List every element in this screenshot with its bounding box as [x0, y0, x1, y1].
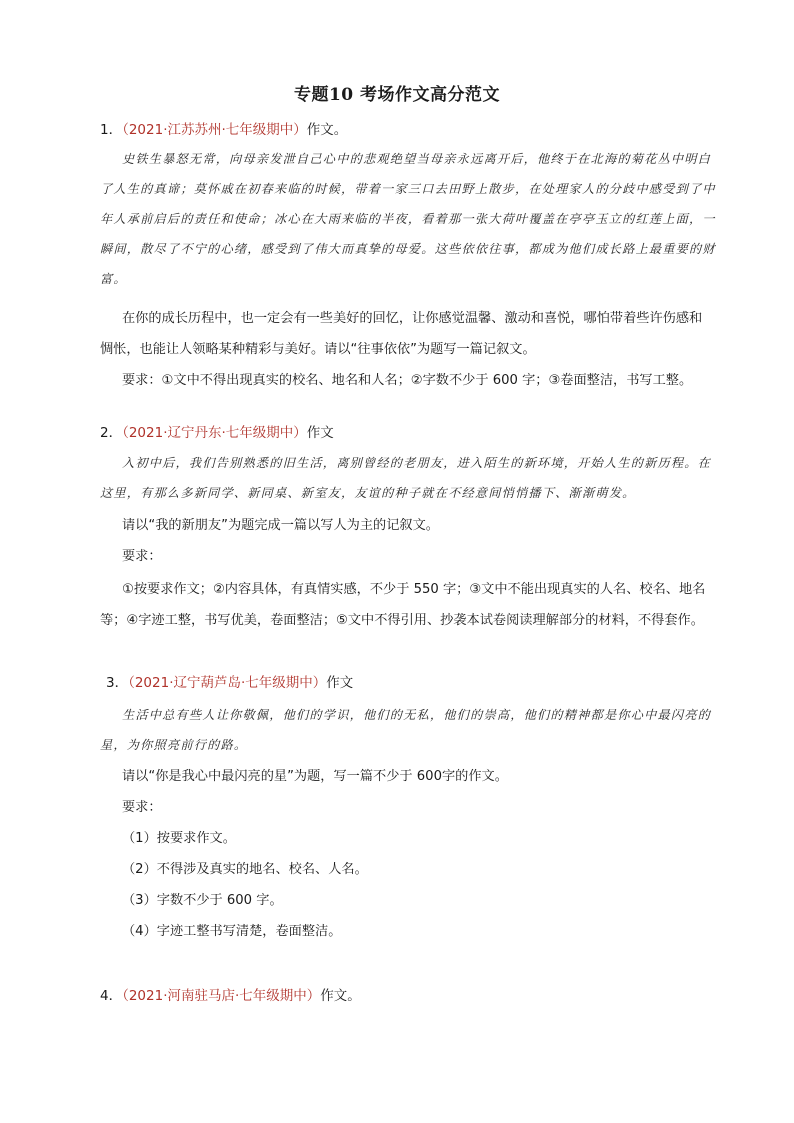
question-3-suffix: 作文	[326, 675, 354, 691]
question-2-header	[100, 421, 720, 445]
question-3-scenario-line: 生活中总有些人让你敬佩，他们的学识，他们的无私，他们的崇高，他们的精神都是你心中最闪亮的	[122, 708, 712, 722]
question-3-prompt-line: 请以“你是我心中最闪亮的星”为题，写一篇不少于 600字的作文。	[122, 769, 508, 784]
question-3-scenario-line: 星，为你照亮前行的路。	[100, 738, 248, 752]
question-1-requirements: 要求：①文中不得出现真实的校名、地名和人名；②字数不少于 600 字；③卷面整洁，书写工整。	[122, 373, 693, 388]
question-2-suffix: 作文	[306, 425, 334, 441]
question-1-scenario-line: 史铁生暴怒无常，向母亲发泄自己心中的悲观绝望当母亲永远离开后，他终于在北海的菊花丛中明白	[122, 152, 712, 166]
question-3-requirements-line: （2）不得涉及真实的地名、校名、人名。	[122, 862, 368, 877]
question-1-scenario-line: 富。	[100, 272, 127, 286]
question-3-requirements-line: （4）字迹工整书写清楚，卷面整洁。	[122, 924, 342, 939]
question-3-requirements-line: 要求：	[122, 800, 162, 815]
question-2-source: （2021·辽宁丹东·七年级期中）	[122, 425, 307, 441]
question-1-source: （2021·江苏苏州·七年级期中）	[122, 122, 307, 138]
question-4-header	[100, 984, 720, 1008]
question-2-scenario-line: 入初中后，我们告别熟悉的旧生活，离别曾经的老朋友，进入陌生的新环境，开始人生的新历程。在	[122, 456, 712, 470]
question-1-prompt-line: 惆怅，也能让人领略某种精彩与美好。请以“往事依依”为题写一篇记叙文。	[100, 342, 536, 357]
question-1-number: 1．	[100, 122, 123, 138]
question-3-requirements-line: （1）按要求作文。	[122, 831, 236, 846]
question-2-number: 2．	[100, 425, 123, 441]
question-4-suffix: 作文。	[320, 988, 361, 1004]
question-1-scenario-line: 年人承前启后的责任和使命；冰心在大雨来临的半夜，看着那一张大荷叶覆盖在亭亭玉立的红莲上面，一	[100, 212, 716, 226]
question-1-header	[100, 118, 720, 142]
question-3-source: （2021·辽宁葫芦岛·七年级期中）	[128, 675, 327, 691]
question-3-number: 3．	[106, 675, 129, 691]
question-3-requirements-line: （3）字数不少于 600 字。	[122, 893, 283, 908]
document-title: 专题10 考场作文高分范文	[293, 85, 501, 105]
question-1-scenario-line: 了人生的真谛；莫怀戚在初春来临的时候，带着一家三口去田野上散步，在处理家人的分歧中感受到了中	[100, 182, 716, 196]
question-2-requirements-line: 等；④字迹工整，书写优美，卷面整洁；⑤文中不得引用、抄袭本试卷阅读理解部分的材料，不得套作。	[100, 613, 704, 628]
question-1-prompt-line: 在你的成长历程中，也一定会有一些美好的回忆，让你感觉温馨、激动和喜悦，哪怕带着些许伤感和	[122, 311, 703, 326]
question-2-requirements-line: ①按要求作文；②内容具体，有真情实感，不少于 550 字；③文中不能出现真实的人名、校名、地名	[122, 582, 706, 597]
question-2-prompt-line: 请以“我的新朋友”为题完成一篇以写人为主的记叙文。	[122, 518, 439, 533]
question-1-suffix: 作文。	[306, 122, 348, 138]
question-2-requirements-line: 要求：	[122, 549, 162, 564]
question-2-scenario-line: 这里，有那么多新同学、新同桌、新室友，友谊的种子就在不经意间悄悄播下、渐渐萌发。	[100, 486, 636, 500]
question-1-scenario-line: 瞬间，散尽了不宁的心绪，感受到了伟大而真挚的母爱。这些依依往事，都成为他们成长路上最重要的财	[100, 242, 716, 256]
question-4-number: 4．	[100, 988, 123, 1004]
question-3-header	[106, 671, 726, 695]
question-4-source: （2021·河南驻马店·七年级期中）	[122, 988, 321, 1004]
